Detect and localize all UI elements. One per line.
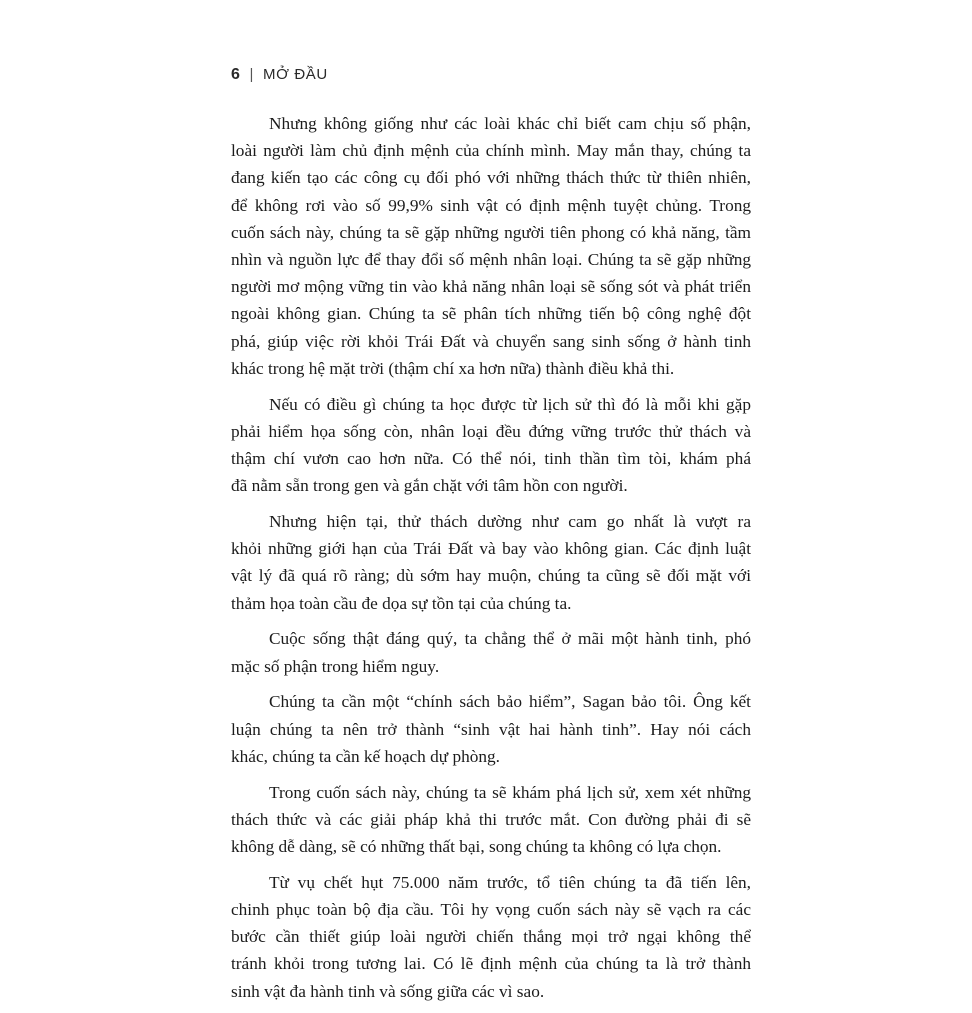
text-line: Trong cuốn sách này, chúng ta sẽ khám phá lịch sử, xem xét những [269,782,751,802]
text-line: khỏi những giới hạn của Trái Đất và bay vào không gian. Các định luật [231,539,751,559]
text-line: phá, giúp việc rời khỏi Trái Đất và chuyển sang sinh sống ở hành tinh [231,331,751,351]
text-line: đã nằm sẵn trong gen và gắn chặt với tâm hồn con người. [231,476,628,496]
text-line: Cuộc sống thật đáng quý, ta chẳng thể ở mãi một hành tinh, phó [269,629,751,649]
paragraph [231,391,751,500]
text-line: người mơ mộng vững tin vào khả năng nhân loại sẽ sống sót và phát triển [231,277,751,297]
text-line: Chúng ta cần một “chính sách bảo hiểm”, Sagan bảo tôi. Ông kết [269,692,751,712]
text-line: khác trong hệ mặt trời (thậm chí xa hơn nữa) thành điều khả thi. [231,358,675,378]
paragraph [231,110,751,382]
paragraph [231,869,751,1005]
text-line: mặc số phận trong hiểm nguy. [231,656,440,676]
paragraph [231,508,751,617]
text-line: bước cần thiết giúp loài người chiến thắng mọi trở ngại không thể [231,927,751,947]
text-line: Nếu có điều gì chúng ta học được từ lịch sử thì đó là mỗi khi gặp [269,394,751,414]
text-line: sinh vật đa hành tinh và sống giữa các vì sao. [231,981,545,1001]
text-line: ngoài không gian. Chúng ta sẽ phân tích những tiến bộ công nghệ đột [231,304,751,324]
body-text [231,110,751,1013]
text-line: thậm chí vươn cao hơn nữa. Có thể nói, tinh thần tìm tòi, khám phá [231,449,751,469]
text-line: nhìn và nguồn lực để thay đổi số mệnh nhân loại. Chúng ta sẽ gặp những [231,250,751,270]
text-line: để không rơi vào số 99,9% sinh vật có định mệnh tuyệt chủng. Trong [231,195,751,215]
text-line: phải hiểm họa sống còn, nhân loại đều đứng vững trước thử thách và [231,421,751,441]
text-line: Nhưng hiện tại, thử thách dường như cam go nhất là vượt ra [269,512,751,532]
text-line: tránh khỏi trong tương lai. Có lẽ định mệnh của chúng ta là trở thành [231,954,751,974]
text-line: đang kiến tạo các công cụ đối phó với những thách thức từ thiên nhiên, [231,168,751,188]
text-line: loài người làm chủ định mệnh của chính mình. May mắn thay, chúng ta [231,141,751,161]
text-line: không dễ dàng, sẽ có những thất bại, song chúng ta không có lựa chọn. [231,837,722,857]
text-line: chinh phục toàn bộ địa cầu. Tôi hy vọng cuốn sách này sẽ vạch ra các [231,900,751,920]
text-line: Nhưng không giống như các loài khác chỉ biết cam chịu số phận, [269,114,751,133]
text-line: luận chúng ta nên trở thành “sinh vật hai hành tinh”. Hay nói cách [231,719,751,739]
running-header [231,66,328,84]
text-line: vật lý đã quá rõ ràng; dù sớm hay muộn, chúng ta cũng sẽ đối mặt với [231,566,751,586]
paragraph [231,625,751,679]
paragraph [231,779,751,861]
text-line: khác, chúng ta cần kế hoạch dự phòng. [231,746,500,766]
text-line: thách thức và các giải pháp khả thi trước mắt. Con đường phải đi sẽ [231,809,751,829]
paragraph [231,688,751,770]
section-title: MỞ ĐẦU [263,66,328,83]
text-line: cuốn sách này, chúng ta sẽ gặp những người tiên phong có khả năng, tầm [231,222,751,242]
page-number: 6 [231,66,241,83]
text-line: thảm họa toàn cầu đe dọa sự tồn tại của chúng ta. [231,593,572,613]
header-separator: | [249,66,254,83]
text-line: Từ vụ chết hụt 75.000 năm trước, tổ tiên chúng ta đã tiến lên, [269,872,751,892]
